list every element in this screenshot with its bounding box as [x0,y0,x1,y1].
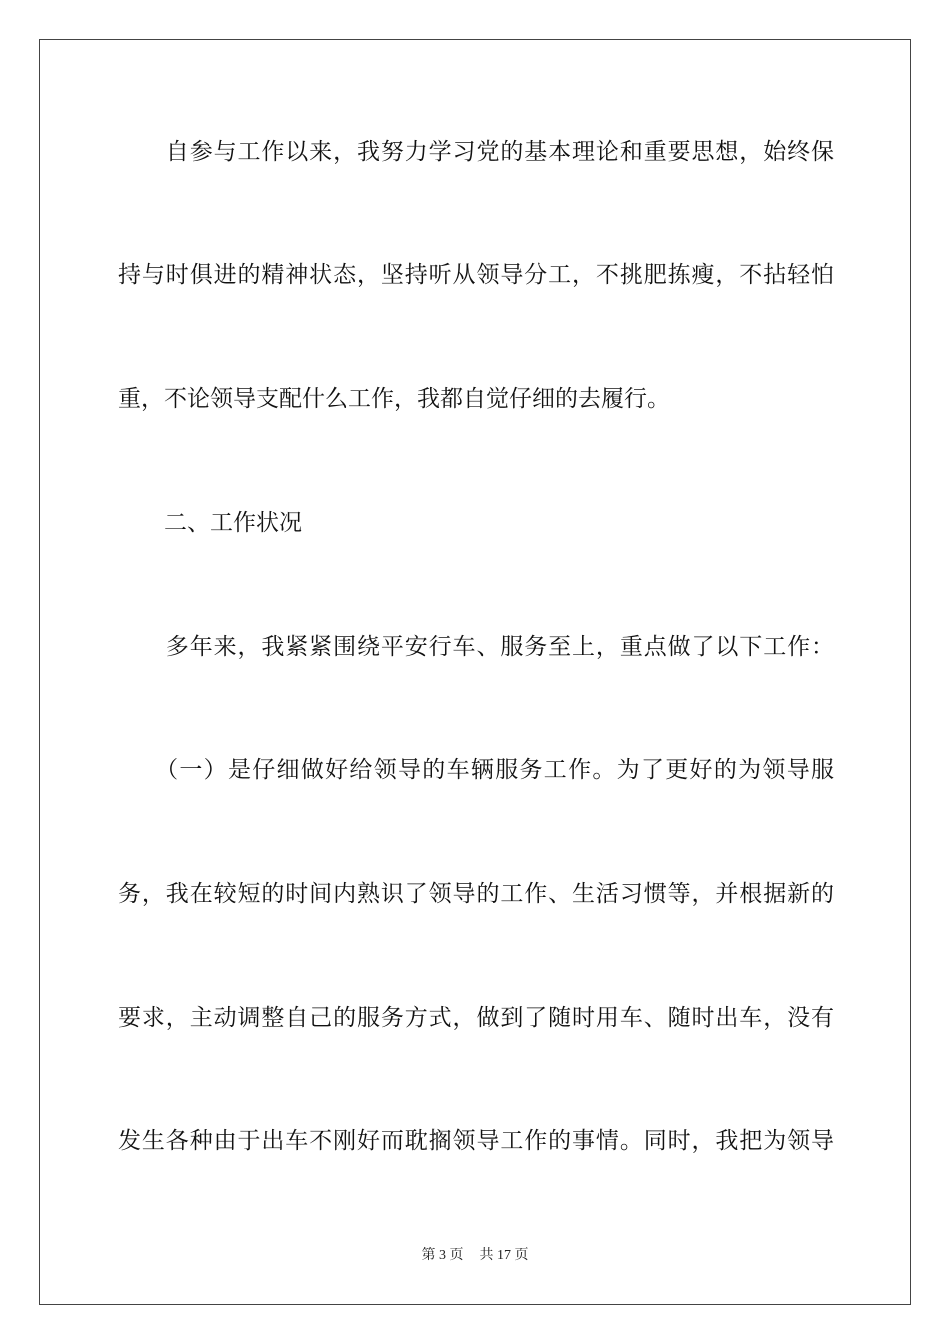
text-line: 重，不论领导支配什么工作，我都自觉仔细的去履行。 [118,386,670,412]
page-footer [0,1247,950,1265]
text-line: 持与时俱进的精神状态，坚持听从领导分工，不挑肥拣瘦，不拈轻怕 [118,262,834,288]
text-line: （一）是仔细做好给领导的车辆服务工作。为了更好的为领导服 [118,757,834,783]
page-border [39,39,911,1305]
text-line: 多年来，我紧紧围绕平安行车、服务至上，重点做了以下工作： [118,634,834,660]
text-line: 务，我在较短的时间内熟识了领导的工作、生活习惯等，并根据新的 [118,881,834,907]
total-pages: 共 17 页 [479,1248,529,1263]
page-number: 第 3 页 [421,1248,464,1263]
section-heading: 二、工作状况 [118,510,302,536]
text-line: 发生各种由于出车不刚好而耽搁领导工作的事情。同时，我把为领导 [118,1128,834,1154]
text-line: 要求，主动调整自己的服务方式，做到了随时用车、随时出车，没有 [118,1005,834,1031]
text-line: 自参与工作以来，我努力学习党的基本理论和重要思想，始终保 [118,139,834,165]
